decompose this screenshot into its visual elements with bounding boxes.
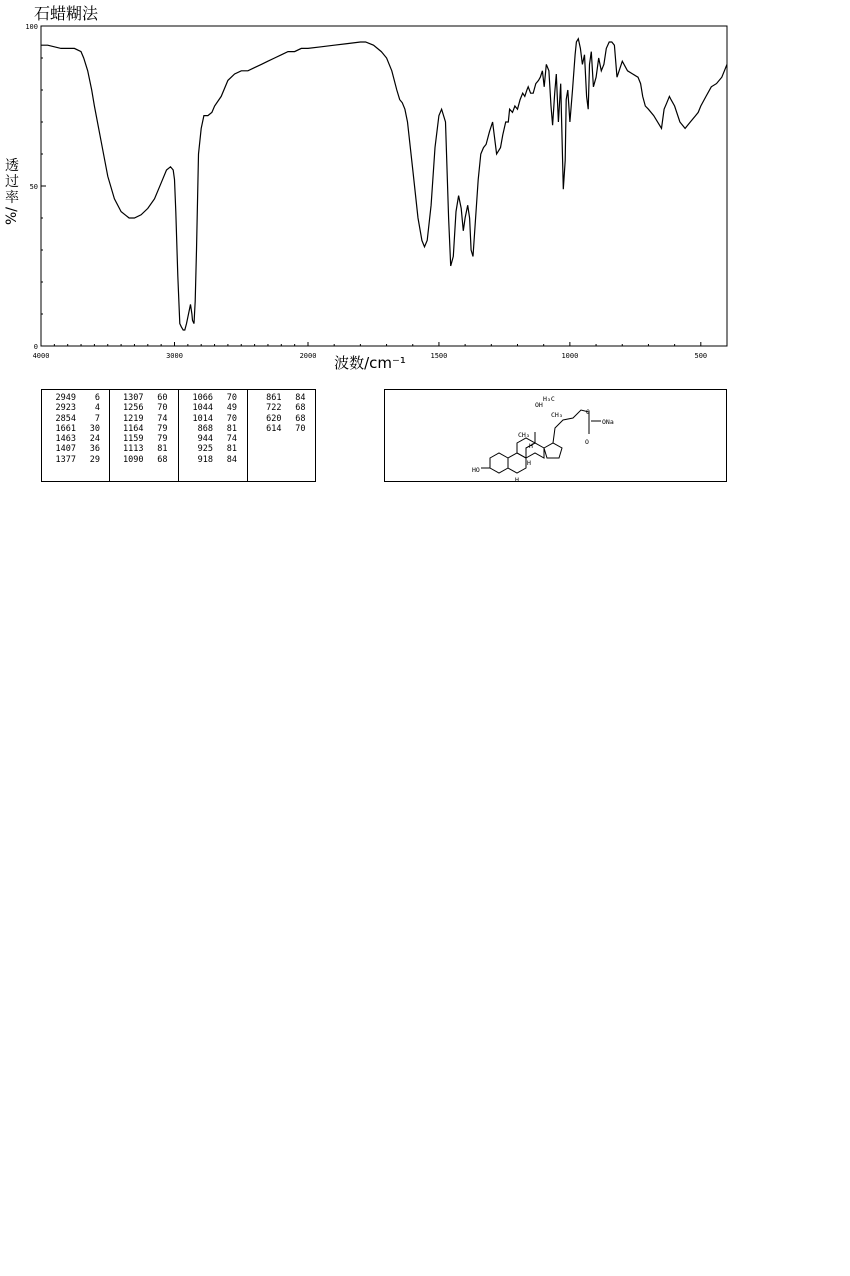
peak-wavenumber: 868: [197, 423, 213, 434]
peak-wavenumber: 1164: [123, 423, 144, 434]
peak-wavenumber: 1090: [123, 454, 144, 465]
x-axis-label: 波数/cm⁻¹: [334, 354, 406, 372]
peak-transmittance: 79: [157, 434, 168, 445]
peak-wavenumber: 620: [266, 413, 282, 424]
peak-transmittance: 70: [157, 403, 168, 414]
peak-row: [42, 403, 109, 413]
peak-column: [110, 390, 180, 481]
peak-wavenumber: 1066: [192, 393, 213, 403]
peak-row: [110, 424, 179, 434]
peak-row: [110, 414, 179, 424]
peak-transmittance: 74: [226, 434, 237, 445]
peak-transmittance: 24: [89, 434, 100, 445]
y-axis-label-text: 透过率: [5, 158, 19, 206]
peak-row: [179, 393, 247, 403]
peak-row: [42, 455, 109, 465]
peak-wavenumber: 2923: [55, 403, 76, 414]
structure-atom-label: ONa: [602, 418, 614, 426]
peak-wavenumber: 1113: [123, 444, 144, 455]
structure-diagram: [385, 390, 728, 483]
structure-atom-label: HO: [472, 466, 480, 474]
peak-wavenumber: 1159: [123, 434, 144, 445]
peak-transmittance: 74: [157, 413, 168, 424]
spectrum-title: 石蜡糊法: [34, 4, 99, 23]
peak-transmittance: 4: [94, 403, 100, 414]
peak-column: [248, 390, 316, 481]
peak-wavenumber: 1256: [123, 403, 144, 414]
peak-transmittance: 7: [94, 413, 100, 424]
ir-spectrum-chart: [0, 0, 850, 380]
peak-transmittance: 81: [157, 444, 168, 455]
peak-row: [42, 414, 109, 424]
peak-transmittance: 6: [94, 393, 100, 403]
peak-wavenumber: 861: [266, 393, 282, 403]
peak-row: [179, 424, 247, 434]
peak-row: [179, 403, 247, 413]
peak-column: [42, 390, 110, 481]
peak-transmittance: 70: [226, 413, 237, 424]
peak-row: [42, 444, 109, 454]
peak-transmittance: 68: [295, 413, 306, 424]
structure-atom-label: O: [585, 438, 589, 446]
peak-wavenumber: 1014: [192, 413, 213, 424]
structure-atom-label: OH: [535, 401, 543, 409]
structure-atom-label: H: [515, 476, 519, 483]
peak-transmittance: 30: [89, 423, 100, 434]
peak-row: [248, 424, 316, 434]
peak-row: [248, 414, 316, 424]
peak-row: [110, 434, 179, 444]
peak-wavenumber: 1307: [123, 393, 144, 403]
peak-wavenumber: 1463: [55, 434, 76, 445]
spectrum-line: [41, 39, 727, 330]
peak-wavenumber: 944: [197, 434, 213, 445]
peak-transmittance: 29: [89, 454, 100, 465]
peak-transmittance: 36: [89, 444, 100, 455]
peak-row: [179, 434, 247, 444]
peak-row: [248, 393, 316, 403]
structure-box: [384, 389, 727, 482]
peak-transmittance: 49: [226, 403, 237, 414]
peak-row: [42, 424, 109, 434]
y-axis-unit: %/: [4, 206, 20, 226]
structure-atom-label: H₃C: [543, 395, 555, 403]
peak-wavenumber: 918: [197, 454, 213, 465]
peak-row: [179, 455, 247, 465]
y-axis-ticks: [25, 23, 46, 351]
x-tick-label: 2000: [299, 352, 317, 360]
peak-transmittance: 79: [157, 423, 168, 434]
structure-atom-label: O: [586, 408, 590, 416]
peak-row: [42, 393, 109, 403]
x-tick-label: 1000: [561, 352, 579, 360]
peak-column: [179, 390, 248, 481]
peak-transmittance: 60: [157, 393, 168, 403]
peak-row: [248, 403, 316, 413]
peak-wavenumber: 925: [197, 444, 213, 455]
peak-transmittance: 81: [226, 444, 237, 455]
peak-transmittance: 84: [226, 454, 237, 465]
structure-atom-label: CH₃: [551, 411, 563, 419]
peak-row: [110, 403, 179, 413]
structure-atom-label: H: [529, 442, 533, 450]
peak-wavenumber: 1044: [192, 403, 213, 414]
structure-atom-label: H: [527, 459, 531, 467]
peak-row: [110, 455, 179, 465]
peak-wavenumber: 1407: [55, 444, 76, 455]
peak-wavenumber: 1219: [123, 413, 144, 424]
peak-wavenumber: 1661: [55, 423, 76, 434]
y-tick-label: 50: [29, 183, 38, 191]
plot-frame: [41, 26, 727, 346]
peak-wavenumber: 2949: [55, 393, 76, 403]
peak-wavenumber: 614: [266, 423, 282, 434]
x-tick-label: 3000: [166, 352, 183, 360]
peak-row: [110, 444, 179, 454]
peak-transmittance: 70: [226, 393, 237, 403]
structure-bonds: [481, 410, 601, 473]
x-tick-label: 4000: [32, 352, 50, 360]
peak-transmittance: 84: [295, 393, 306, 403]
peak-table: [41, 389, 316, 482]
x-tick-label: 1500: [430, 352, 448, 360]
peak-wavenumber: 1377: [55, 454, 76, 465]
y-tick-label: 100: [25, 23, 38, 31]
peak-wavenumber: 722: [266, 403, 282, 414]
peak-row: [42, 434, 109, 444]
x-tick-label: 500: [694, 352, 708, 360]
peak-wavenumber: 2854: [55, 413, 76, 424]
y-tick-label: 0: [33, 343, 38, 351]
peak-row: [110, 393, 179, 403]
peak-transmittance: 68: [295, 403, 306, 414]
peak-row: [179, 414, 247, 424]
peak-transmittance: 68: [157, 454, 168, 465]
peak-transmittance: 81: [226, 423, 237, 434]
peak-row: [179, 444, 247, 454]
structure-atom-label: CH₃: [518, 431, 530, 439]
peak-transmittance: 70: [295, 423, 306, 434]
